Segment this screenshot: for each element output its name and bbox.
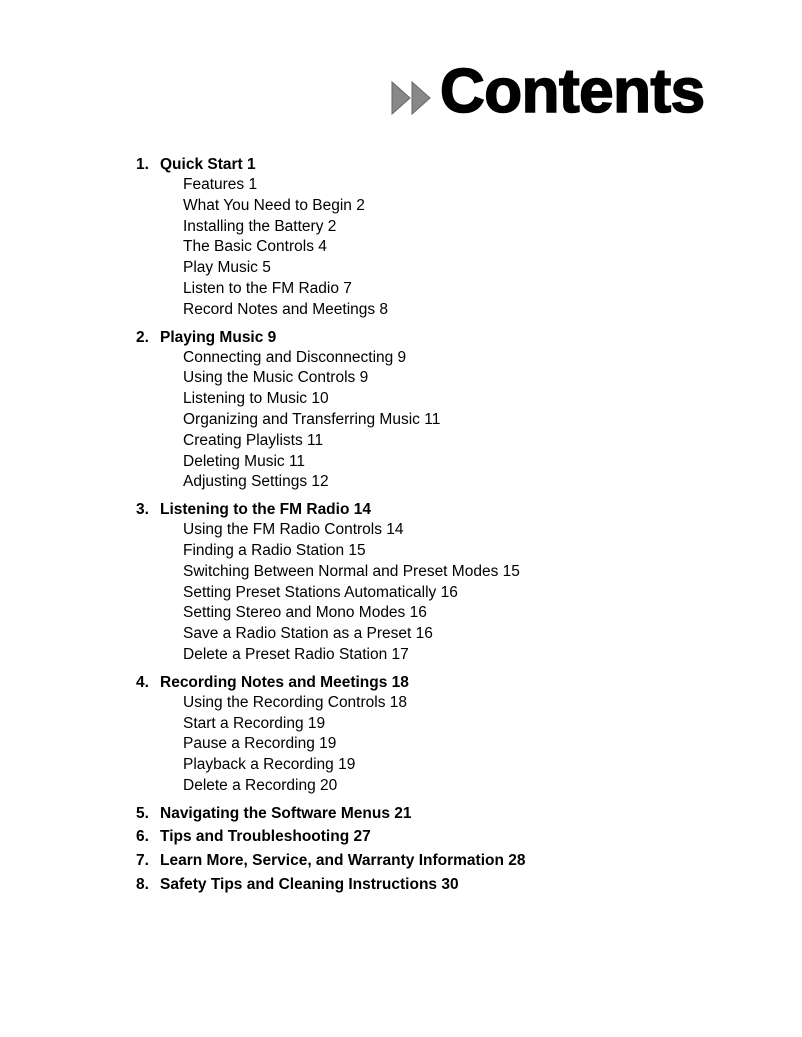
toc-section-title: Tips and Troubleshooting 27 <box>160 828 371 846</box>
toc-entry[interactable]: Delete a Recording 20 <box>183 776 338 794</box>
toc-section-heading[interactable] <box>136 874 756 895</box>
toc-section <box>136 672 756 797</box>
page-title: Contents <box>440 57 705 126</box>
toc-section <box>136 803 756 824</box>
toc-entry[interactable]: Using the FM Radio Controls 14 <box>183 521 404 539</box>
toc-section-heading[interactable] <box>136 499 756 520</box>
toc-section <box>136 826 756 847</box>
toc-section-title: Quick Start 1 <box>160 156 256 173</box>
toc-section <box>136 327 756 494</box>
toc-entry[interactable]: Listen to the FM Radio 7 <box>183 279 352 297</box>
toc-entry[interactable]: Organizing and Transferring Music 11 <box>183 410 441 428</box>
toc-subsection-list <box>136 693 756 797</box>
toc-section-heading[interactable] <box>136 803 756 824</box>
toc-section-number: 2. <box>136 328 149 346</box>
toc-section-title: Listening to the FM Radio 14 <box>160 501 371 519</box>
toc-subsection-list <box>136 520 756 666</box>
toc-entry[interactable]: Installing the Battery 2 <box>183 217 337 235</box>
table-of-contents <box>136 154 756 897</box>
toc-entry[interactable]: Finding a Radio Station 15 <box>183 541 366 559</box>
toc-section-title: Recording Notes and Meetings 18 <box>160 673 409 691</box>
toc-entry[interactable]: Connecting and Disconnecting 9 <box>183 348 407 366</box>
toc-entry[interactable]: Setting Stereo and Mono Modes 16 <box>183 604 427 622</box>
toc-section-heading[interactable] <box>136 826 756 847</box>
toc-entry[interactable]: Using the Recording Controls 18 <box>183 693 408 711</box>
toc-section-number: 7. <box>136 851 149 869</box>
toc-section-title: Learn More, Service, and Warranty Information 28 <box>160 851 526 869</box>
toc-section <box>136 850 756 871</box>
toc-section <box>136 154 756 321</box>
toc-entry[interactable]: What You Need to Begin 2 <box>183 196 365 214</box>
toc-section-heading[interactable] <box>136 154 756 175</box>
page-header <box>388 57 768 126</box>
toc-section-number: 5. <box>136 804 149 822</box>
toc-entry[interactable]: Using the Music Controls 9 <box>183 369 369 387</box>
toc-section-title: Playing Music 9 <box>160 328 277 346</box>
toc-section <box>136 874 756 895</box>
toc-subsection-list <box>136 348 756 494</box>
toc-section <box>136 499 756 666</box>
toc-section-number: 8. <box>136 875 149 893</box>
toc-subsection-list <box>136 175 756 321</box>
toc-section-heading[interactable] <box>136 850 756 871</box>
double-chevron-right-icon <box>388 78 438 118</box>
toc-entry[interactable]: Adjusting Settings 12 <box>183 473 329 491</box>
toc-entry[interactable]: Switching Between Normal and Preset Modes 15 <box>183 562 520 580</box>
toc-entry[interactable]: Record Notes and Meetings 8 <box>183 300 389 318</box>
toc-entry[interactable]: Setting Preset Stations Automatically 16 <box>183 583 458 601</box>
toc-entry[interactable]: Listening to Music 10 <box>183 390 329 408</box>
toc-entry[interactable]: Creating Playlists 11 <box>183 431 324 449</box>
toc-entry[interactable]: Features 1 <box>183 176 258 193</box>
toc-section-heading[interactable] <box>136 672 756 693</box>
toc-entry[interactable]: The Basic Controls 4 <box>183 238 327 256</box>
toc-section-number: 3. <box>136 501 149 519</box>
toc-entry[interactable]: Play Music 5 <box>183 259 271 277</box>
toc-section-title: Navigating the Software Menus 21 <box>160 804 412 822</box>
toc-entry[interactable]: Start a Recording 19 <box>183 714 326 732</box>
toc-entry[interactable]: Delete a Preset Radio Station 17 <box>183 645 409 663</box>
toc-section-heading[interactable] <box>136 327 756 348</box>
toc-section-title: Safety Tips and Cleaning Instructions 30 <box>160 875 459 893</box>
toc-entry[interactable]: Playback a Recording 19 <box>183 756 356 774</box>
toc-entry[interactable]: Save a Radio Station as a Preset 16 <box>183 625 433 643</box>
toc-section-number: 1. <box>136 156 149 173</box>
toc-section-number: 4. <box>136 673 149 691</box>
toc-entry[interactable]: Deleting Music 11 <box>183 452 306 470</box>
toc-section-number: 6. <box>136 828 149 846</box>
toc-entry[interactable]: Pause a Recording 19 <box>183 735 337 753</box>
